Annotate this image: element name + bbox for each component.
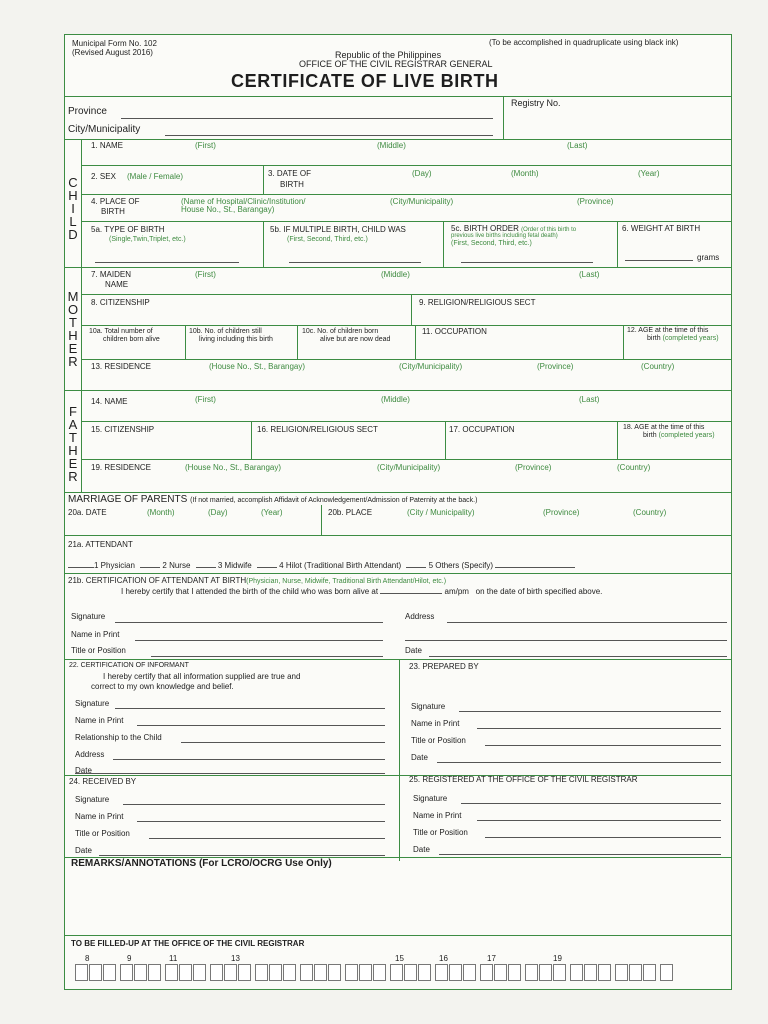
- section-father: F A T H E R: [68, 404, 78, 484]
- city-label: City/Municipality: [68, 124, 141, 135]
- mother-occupation-label: 11. OCCUPATION: [422, 327, 487, 336]
- form-number: Municipal Form No. 102: [72, 39, 157, 48]
- registrar-code-box[interactable]: [148, 964, 161, 981]
- attendant-date-field[interactable]: [429, 656, 727, 657]
- child-dob-label: 3. DATE OF: [268, 169, 311, 178]
- mother-age-label: 12. AGE at the time of this birth (completed years): [627, 327, 719, 342]
- father-citizenship-label: 15. CITIZENSHIP: [91, 425, 155, 434]
- informant-relationship-label: Relationship to the Child: [75, 733, 162, 742]
- registrar-code-box[interactable]: [553, 964, 566, 981]
- registrar-code-box[interactable]: [269, 964, 282, 981]
- child-sex-label: 2. SEX: [91, 172, 116, 181]
- child-place-label: 4. PLACE OF: [91, 197, 140, 206]
- registrar-code-box[interactable]: [373, 964, 386, 981]
- mother-residence-label: 13. RESIDENCE: [91, 362, 152, 371]
- remarks-field[interactable]: [71, 871, 725, 933]
- registrar-code-box[interactable]: [328, 964, 341, 981]
- registrar-code-box[interactable]: [283, 964, 296, 981]
- registrar-code-box[interactable]: [615, 964, 628, 981]
- registrar-code-box[interactable]: [255, 964, 268, 981]
- registered-title-field[interactable]: [485, 837, 721, 838]
- form-revision: (Revised August 2016): [72, 48, 153, 57]
- registrar-label: TO BE FILLED-UP AT THE OFFICE OF THE CIVIL REGISTRAR: [71, 939, 305, 948]
- registrar-code-box[interactable]: [660, 964, 673, 981]
- registered-signature-field[interactable]: [461, 803, 721, 804]
- father-age-label: 18. AGE at the time of this birth (completed years): [623, 424, 715, 439]
- received-signature-label: Signature: [75, 795, 110, 804]
- mother-name-label: 7. MAIDEN: [91, 270, 132, 279]
- attendant-signature-label: Signature: [71, 612, 106, 621]
- weight-field[interactable]: [625, 260, 693, 261]
- weight-label: 6. WEIGHT AT BIRTH: [622, 224, 701, 233]
- registered-date-field[interactable]: [439, 854, 721, 855]
- received-date-field[interactable]: [99, 855, 385, 856]
- registered-title-label: Title or Position: [413, 828, 468, 837]
- registrar-code-box[interactable]: [134, 964, 147, 981]
- received-label: 24. RECEIVED BY: [69, 777, 137, 786]
- republic-label: Republic of the Philippines: [335, 50, 442, 60]
- registered-label: 25. REGISTERED AT THE OFFICE OF THE CIVIL REGISTRAR: [409, 775, 638, 784]
- registrar-code-box[interactable]: [494, 964, 507, 981]
- received-date-label: Date: [75, 846, 92, 855]
- registrar-code-box[interactable]: [570, 964, 583, 981]
- section-mother: M O T H E R: [67, 289, 79, 369]
- registrar-code-box[interactable]: [418, 964, 431, 981]
- registrar-code-box[interactable]: [238, 964, 251, 981]
- prepared-signature-label: Signature: [411, 702, 446, 711]
- mother-children-dead-label: 10c. No. of children born alive but are now dead: [302, 328, 391, 343]
- registrar-code-box[interactable]: [300, 964, 313, 981]
- registrar-code-box[interactable]: [584, 964, 597, 981]
- registrar-code-box[interactable]: [75, 964, 88, 981]
- registered-date-label: Date: [413, 845, 430, 854]
- registrar-code-box[interactable]: [224, 964, 237, 981]
- form-instruction: (To be accomplished in quadruplicate using black ink): [489, 38, 679, 47]
- informant-signature-field[interactable]: [115, 708, 385, 709]
- informant-address-label: Address: [75, 750, 105, 759]
- registrar-code-box[interactable]: [345, 964, 358, 981]
- prepared-name-field[interactable]: [477, 728, 721, 729]
- marriage-place-label: 20b. PLACE: [328, 508, 373, 517]
- informant-name-field[interactable]: [137, 725, 385, 726]
- informant-label: 22. CERTIFICATION OF INFORMANT: [69, 662, 189, 669]
- child-name-label: 1. NAME: [91, 141, 124, 150]
- informant-relationship-field[interactable]: [181, 742, 385, 743]
- prepared-title-field[interactable]: [485, 745, 721, 746]
- registrar-code-box[interactable]: [463, 964, 476, 981]
- attendant-label: 21a. ATTENDANT: [68, 540, 133, 549]
- mother-children-alive-label: 10a. Total number of children born alive: [89, 328, 160, 343]
- registrar-code-box[interactable]: [314, 964, 327, 981]
- received-name-field[interactable]: [137, 821, 385, 822]
- received-title-field[interactable]: [149, 838, 385, 839]
- registrar-code-box[interactable]: [359, 964, 372, 981]
- registrar-code-box[interactable]: [120, 964, 133, 981]
- province-label: Province: [68, 106, 107, 117]
- informant-date-label: Date: [75, 766, 92, 775]
- registrar-code-box[interactable]: [539, 964, 552, 981]
- attendant-date-label: Date: [405, 646, 422, 655]
- attendant-options[interactable]: 1 Physician 2 Nurse 3 Midwife 4 Hilot (Traditional Birth Attendant) 5 Others (Specify): [68, 561, 575, 570]
- page-title: CERTIFICATE OF LIVE BIRTH: [231, 71, 499, 91]
- registrar-code-box[interactable]: [435, 964, 448, 981]
- attendant-name-label: Name in Print: [71, 630, 120, 639]
- registered-name-field[interactable]: [477, 820, 721, 821]
- registrar-code-box[interactable]: [643, 964, 656, 981]
- received-title-label: Title or Position: [75, 829, 130, 838]
- attendant-cert-label: 21b. CERTIFICATION OF ATTENDANT AT BIRTH(Physician, Nurse, Midwife, Traditional Birth Attendant/Hilot, etc.): [68, 576, 447, 585]
- attendant-title-label: Title or Position: [71, 646, 126, 655]
- registrar-code-box[interactable]: [508, 964, 521, 981]
- birth-order-label: 5c. BIRTH ORDER (Order of this birth to: [451, 224, 577, 233]
- attendant-address-label: Address: [405, 612, 435, 621]
- birth-type-label: 5a. TYPE OF BIRTH: [91, 225, 165, 234]
- prepared-signature-field[interactable]: [459, 711, 721, 712]
- birth-certificate-form: Municipal Form No. 102 (Revised August 2016) (To be accomplished in quadruplicate using black ink) Republic of the Philippines OFFICE OF THE CIVIL REGISTRAR GENERAL CERTIFICATE OF LIVE BIRTH Province City/Municipality Registry No. C H I L D 1. NAME (First) (Middle) (Last) 2. SEX (Male / Female) 3. DATE OF BIRTH (Day) (Month) (Year) 4. PLACE OF BIRTH (Name of Hospital/Clinic/Institution/ House No., St., Barangay) (City/Municipality) (Province) 5a. TYPE OF BIRTH (Single,Twin,Triplet, etc.) 5b. IF MULTIPLE BIRTH, CHILD WAS (First, Second, Third, etc.) 5c. BIRTH ORDER (Order of this birth to previous live births including fetal death) (First, Second, Third, etc.) 6. WEIGHT AT BIRTH grams M O T H E R 7. MAIDEN NAME (First) (Middle) (Last) 8. CITIZENSHIP 9. RELIGION/RELIGIOUS SECT 10a. Total number of children born alive 10b. No. of children still living including this birth 10c. No. of children born alive but are now dead 11. OCCUPATION 12. AGE at the time of this birth (completed years) 13. RESIDENCE (House No., St., Barangay) (City/Municipality) (Province) (Country) F A T H E R 14. NAME (First) (Middle) (Last) 15. CITIZENSHIP 16. RELIGION/RELIGIOUS SECT 17. OCCUPATION 18. AGE at the time of this birth (completed years) 19. RESIDENCE (House No., St., Barangay) (City/Municipality) (Province) (Country) MARRIAGE OF PARENTS (If not married, accomplish Affidavit of Acknowledgement/Admission of Paternity at the back.) 20a. DATE (Month) (Day) (Year) 20b. PLACE (City / Municipality) (Province) (Country) 21a. ATTENDANT 1 Physician 2 Nurse 3 Midwife 4 Hilot (Traditional Birth Attendant) 5 Others (Specify) 21b. CERTIFICATION OF ATTENDANT AT BIRTH(Physician, Nurse, Midwife, Traditional Birth Attendant/Hilot, etc.) I hereby certify that I attended the birth of the child who was born alive at am/pm on the date of birth specified above. Signature Address Name in Print Title or Position Date 22. CERTIFICATION OF INFORMANT I hereby certify that all information supplied are true and correct to my own knowledge and belief. Signature Name in Print Relationship to the Child Address Date 23. PREPARED BY Signature Name in Print Title or Position Date 24. RECEIVED BY Signature Name in Print Title or Position Date 25. REGISTERED AT THE OFFICE OF THE CIVIL REGISTRAR Signature Name in Print Title or Position Date REMARKS/ANNOTATIONS (For LCRO/OCRG Use Only) TO BE FILLED-UP AT THE OFFICE OF THE CIVIL REGISTRAR 8 9 11 13 15 16 17 19: [64, 34, 732, 990]
- father-name-label: 14. NAME: [91, 397, 128, 406]
- registered-name-label: Name in Print: [413, 811, 462, 820]
- received-signature-field[interactable]: [123, 804, 385, 805]
- section-child: C H I L D: [68, 175, 78, 242]
- registrar-code-box[interactable]: [404, 964, 417, 981]
- registrar-code-box[interactable]: [193, 964, 206, 981]
- mother-citizenship-label: 8. CITIZENSHIP: [91, 298, 150, 307]
- registrar-code-box[interactable]: [179, 964, 192, 981]
- father-occupation-label: 17. OCCUPATION: [449, 425, 515, 434]
- prepared-date-field[interactable]: [437, 762, 721, 763]
- attendant-title-field[interactable]: [151, 656, 383, 657]
- registrar-code-box[interactable]: [390, 964, 403, 981]
- registrar-code-box[interactable]: [103, 964, 116, 981]
- prepared-name-label: Name in Print: [411, 719, 460, 728]
- prepared-label: 23. PREPARED BY: [409, 662, 479, 671]
- remarks-label: REMARKS/ANNOTATIONS (For LCRO/OCRG Use Only): [71, 858, 332, 869]
- registrar-code-box[interactable]: [525, 964, 538, 981]
- informant-signature-label: Signature: [75, 699, 110, 708]
- multiple-birth-label: 5b. IF MULTIPLE BIRTH, CHILD WAS: [270, 225, 406, 234]
- registrar-code-box[interactable]: [165, 964, 178, 981]
- province-field[interactable]: [121, 118, 493, 119]
- mother-religion-label: 9. RELIGION/RELIGIOUS SECT: [419, 298, 536, 307]
- father-religion-label: 16. RELIGION/RELIGIOUS SECT: [257, 425, 378, 434]
- registrar-code-box[interactable]: [89, 964, 102, 981]
- informant-address-field[interactable]: [113, 759, 385, 760]
- registry-label: Registry No.: [511, 98, 561, 108]
- prepared-title-label: Title or Position: [411, 736, 466, 745]
- attendant-signature-field[interactable]: [115, 622, 383, 623]
- city-field[interactable]: [165, 135, 493, 136]
- registrar-code-box[interactable]: [598, 964, 611, 981]
- father-residence-label: 19. RESIDENCE: [91, 463, 152, 472]
- office-label: OFFICE OF THE CIVIL REGISTRAR GENERAL: [299, 59, 493, 69]
- registered-signature-label: Signature: [413, 794, 448, 803]
- informant-name-label: Name in Print: [75, 716, 124, 725]
- attendant-name-field[interactable]: [135, 640, 383, 641]
- registrar-code-box[interactable]: [210, 964, 223, 981]
- marriage-date-label: 20a. DATE: [68, 508, 107, 517]
- prepared-date-label: Date: [411, 753, 428, 762]
- mother-children-living-label: 10b. No. of children still living including this birth: [189, 328, 273, 343]
- attendant-statement: I hereby certify that I attended the birth of the child who was born alive at am/pm on the date of birth specified above.: [121, 587, 603, 596]
- attendant-address-field[interactable]: [447, 622, 727, 623]
- marriage-title: MARRIAGE OF PARENTS (If not married, accomplish Affidavit of Acknowledgement/Admission of Paternity at the back.): [68, 494, 478, 505]
- registrar-code-box[interactable]: [629, 964, 642, 981]
- registrar-code-box[interactable]: [480, 964, 493, 981]
- registrar-code-box[interactable]: [449, 964, 462, 981]
- received-name-label: Name in Print: [75, 812, 124, 821]
